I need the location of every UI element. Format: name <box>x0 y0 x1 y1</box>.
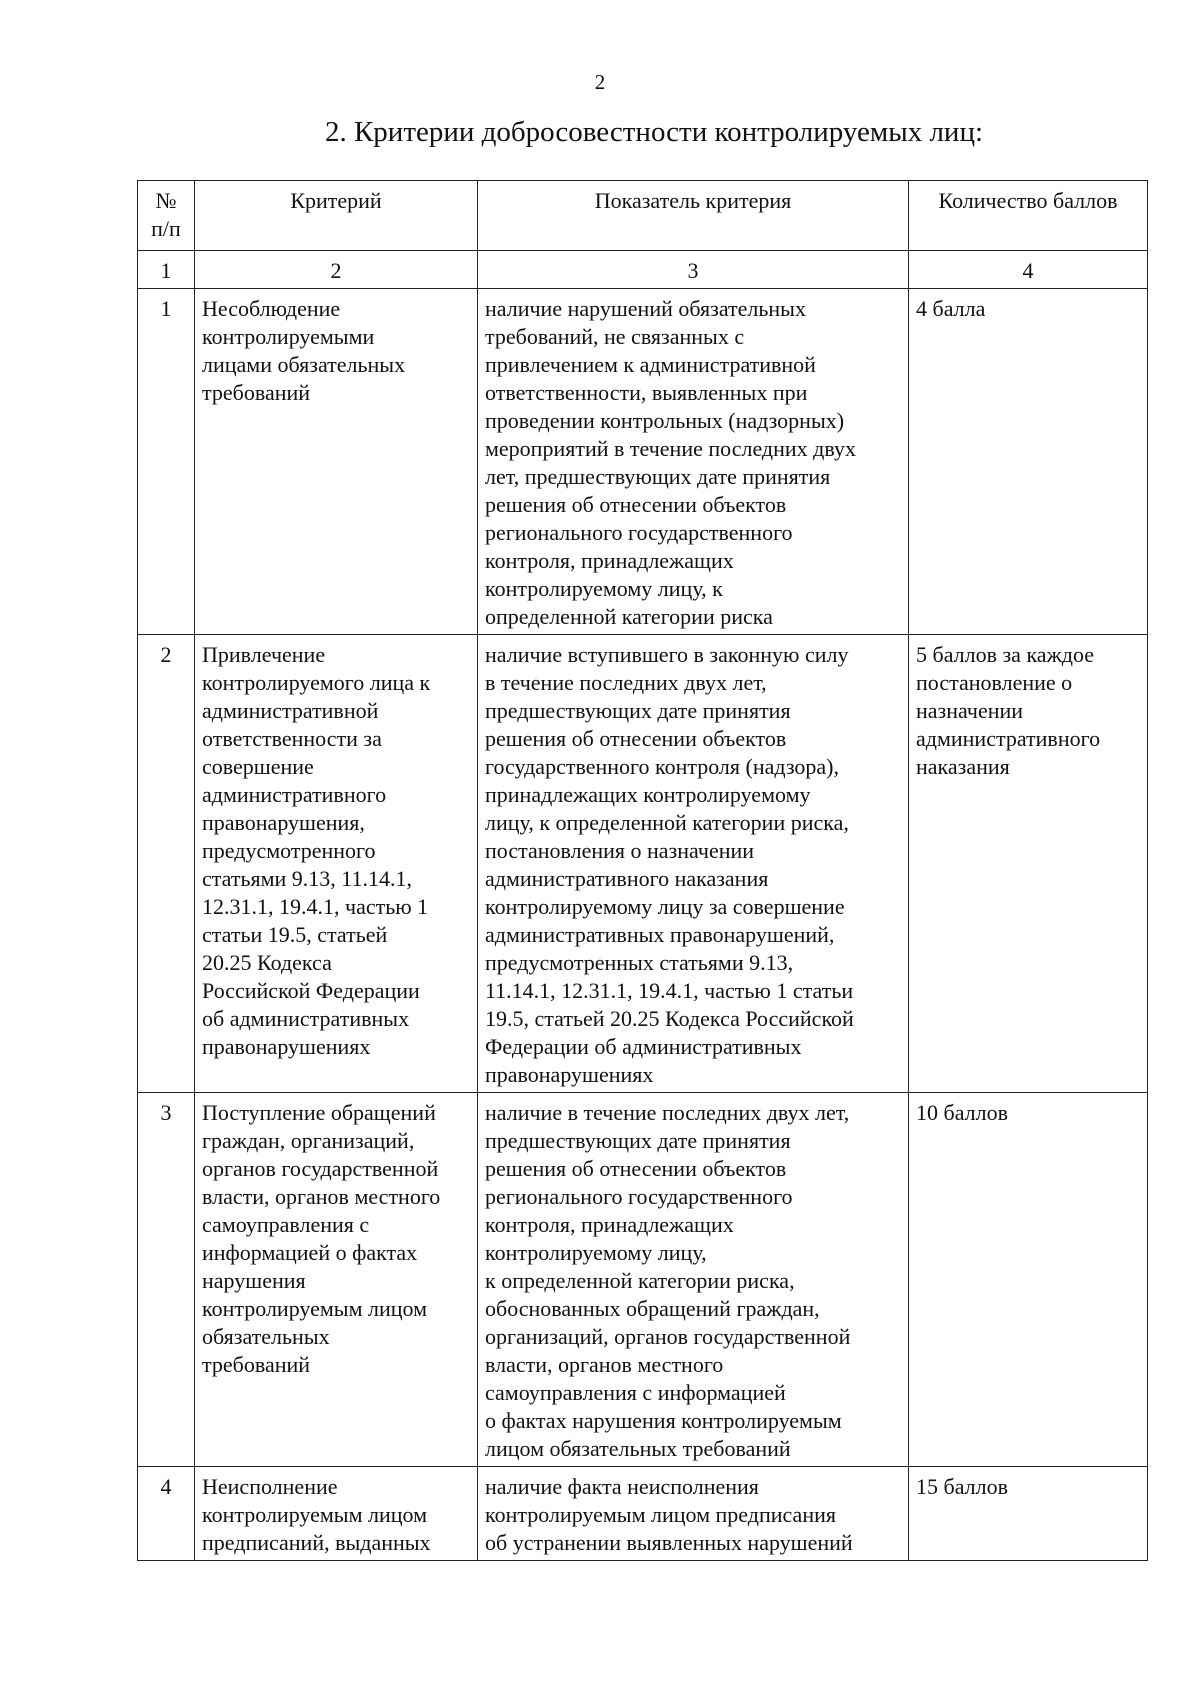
criterion-cell: Несоблюдение контролируемыми лицами обязательных требований <box>195 289 478 635</box>
points-cell: 5 баллов за каждое постановление о назначении административного наказания <box>909 635 1148 1093</box>
document-heading: 2. Критерии добросовестности контролируемых лиц: <box>324 116 984 148</box>
table-header-row <box>138 181 1148 251</box>
page-number: 2 <box>594 70 606 94</box>
column-number: 1 <box>138 251 195 289</box>
row-number: 3 <box>138 1093 195 1467</box>
header-criterion: Критерий <box>195 181 478 251</box>
column-number: 3 <box>478 251 909 289</box>
criteria-table <box>137 180 1148 1561</box>
column-number: 2 <box>195 251 478 289</box>
points-cell: 15 баллов <box>909 1467 1148 1561</box>
column-number-row <box>138 251 1148 289</box>
row-number: 4 <box>138 1467 195 1561</box>
header-points: Количество баллов <box>909 181 1148 251</box>
indicator-cell: наличие нарушений обязательных требований, не связанных с привлечением к административной ответственности, выявленных при проведении контрольных (надзорных) мероприятий в течение последних двух лет, предшествующих дате принятия решения об отнесении объектов регионального государственного контроля, принадлежащих контролируемому лицу, к определенной категории риска <box>478 289 909 635</box>
column-number: 4 <box>909 251 1148 289</box>
indicator-cell: наличие в течение последних двух лет, предшествующих дате принятия решения об отнесении объектов регионального государственного контроля, принадлежащих контролируемому лицу, к определенной категории риска, обоснованных обращений граждан, организаций, органов государственной власти, органов местного самоуправления с информацией о фактах нарушения контролируемым лицом обязательных требований <box>478 1093 909 1467</box>
table-row <box>138 635 1148 1093</box>
points-cell: 10 баллов <box>909 1093 1148 1467</box>
row-number: 2 <box>138 635 195 1093</box>
criterion-cell: Привлечение контролируемого лица к административной ответственности за совершение административного правонарушения, предусмотренного статьями 9.13, 11.14.1, 12.31.1, 19.4.1, частью 1 статьи 19.5, статьей 20.25 Кодекса Российской Федерации об административных правонарушениях <box>195 635 478 1093</box>
criterion-cell: Неисполнение контролируемым лицом предписаний, выданных <box>195 1467 478 1561</box>
points-cell: 4 балла <box>909 289 1148 635</box>
header-number: № п/п <box>138 181 195 251</box>
table-row <box>138 1093 1148 1467</box>
table-row <box>138 289 1148 635</box>
row-number: 1 <box>138 289 195 635</box>
header-indicator: Показатель критерия <box>478 181 909 251</box>
criterion-cell: Поступление обращений граждан, организаций, органов государственной власти, органов местного самоуправления с информацией о фактах нарушения контролируемым лицом обязательных требований <box>195 1093 478 1467</box>
indicator-cell: наличие вступившего в законную силу в течение последних двух лет, предшествующих дате принятия решения об отнесении объектов государственного контроля (надзора), принадлежащих контролируемому лицу, к определенной категории риска, постановления о назначении административного наказания контролируемому лицу за совершение административных правонарушений, предусмотренных статьями 9.13, 11.14.1, 12.31.1, 19.4.1, частью 1 статьи 19.5, статьей 20.25 Кодекса Российской Федерации об административных правонарушениях <box>478 635 909 1093</box>
table-row <box>138 1467 1148 1561</box>
indicator-cell: наличие факта неисполнения контролируемым лицом предписания об устранении выявленных нарушений <box>478 1467 909 1561</box>
